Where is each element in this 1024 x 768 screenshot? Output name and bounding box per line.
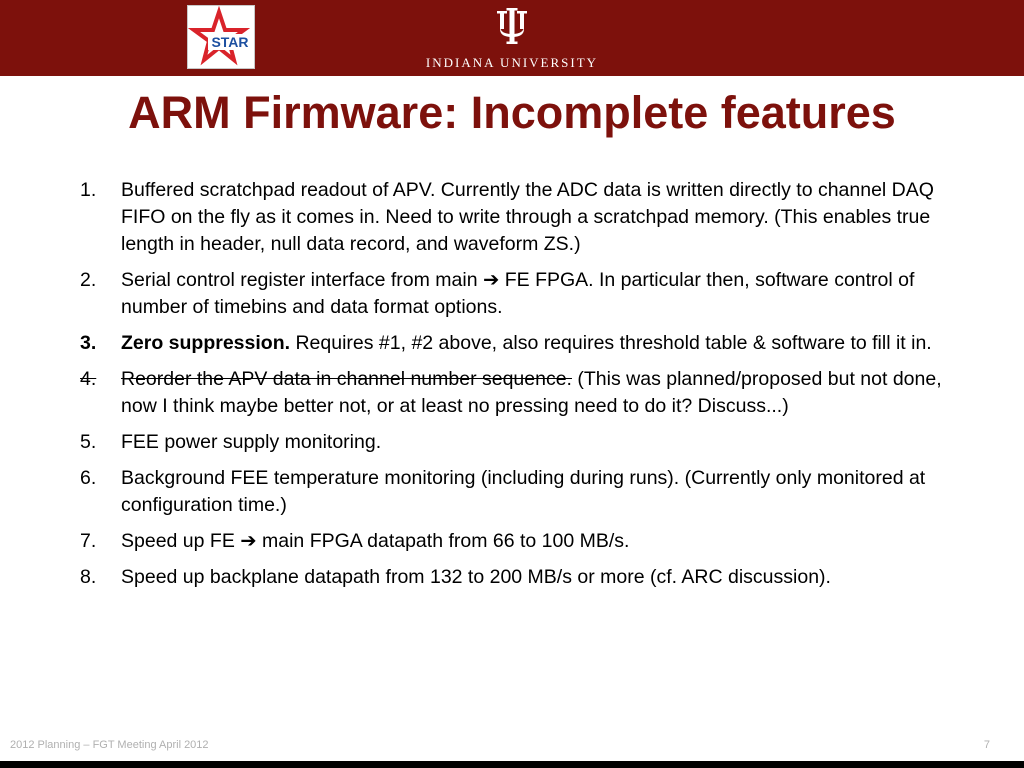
- feature-list: [80, 177, 970, 600]
- item-number: 7.: [80, 530, 97, 552]
- item-bold-text: Zero suppression.: [121, 332, 291, 354]
- item-struck-text: Reorder the APV data in channel number sequence.: [121, 368, 572, 390]
- item-text: Serial control register interface from main: [121, 269, 483, 291]
- item-text: main FPGA datapath from 66 to 100 MB/s.: [256, 530, 630, 552]
- page-number: 7: [983, 739, 990, 751]
- item-text: FEE power supply monitoring.: [121, 431, 382, 453]
- star-logo: [187, 5, 255, 69]
- list-item: [80, 177, 970, 258]
- item-number: 3.: [80, 332, 97, 354]
- item-text: Speed up backplane datapath from 132 to 200 MB/s or more (cf. ARC discussion).: [121, 566, 831, 588]
- slide-title: ARM Firmware: Incomplete features: [128, 87, 896, 138]
- right-arrow-icon: ➔: [482, 269, 500, 291]
- list-item: [80, 465, 970, 519]
- item-number: 1.: [80, 179, 97, 201]
- item-number: 6.: [80, 467, 97, 489]
- footer-text: 2012 Planning – FGT Meeting April 2012: [10, 739, 209, 751]
- item-text: Background FEE temperature monitoring (including during runs). (Currently only monitored at configuration time.): [121, 467, 926, 516]
- list-item: [80, 564, 970, 591]
- list-item: [80, 528, 970, 555]
- item-number: 5.: [80, 431, 97, 453]
- iu-trident-icon: [494, 8, 530, 44]
- item-text: FE FPGA. In particular then, software control of number of timebins and data format options.: [121, 269, 915, 318]
- item-number: 2.: [80, 269, 97, 291]
- star-logo-icon: [188, 6, 254, 68]
- item-number: 8.: [80, 566, 97, 588]
- item-number: 4.: [80, 368, 97, 390]
- list-item: [80, 429, 970, 456]
- star-logo-text: STAR: [211, 34, 249, 50]
- item-text: Requires #1, #2 above, also requires threshold table & software to fill it in.: [290, 332, 932, 354]
- list-item: [80, 267, 970, 321]
- item-text: Speed up FE: [121, 530, 241, 552]
- item-text: Buffered scratchpad readout of APV. Currently the ADC data is written directly to channel DAQ FIFO on the fly as it comes in. Need to write through a scratchpad memory. (This enables true length in header, null data record, and waveform ZS.): [121, 179, 934, 255]
- item-text: (This was planned/proposed but not done, now I think maybe better not, or at least no pressing need to do it? Discuss...): [121, 368, 942, 417]
- right-arrow-icon: ➔: [240, 530, 257, 552]
- list-item: [80, 330, 970, 357]
- list-item: [80, 366, 970, 420]
- institution-name: INDIANA UNIVERSITY: [425, 55, 599, 70]
- header-bar: [0, 0, 1024, 76]
- bottom-bar: [0, 761, 1024, 768]
